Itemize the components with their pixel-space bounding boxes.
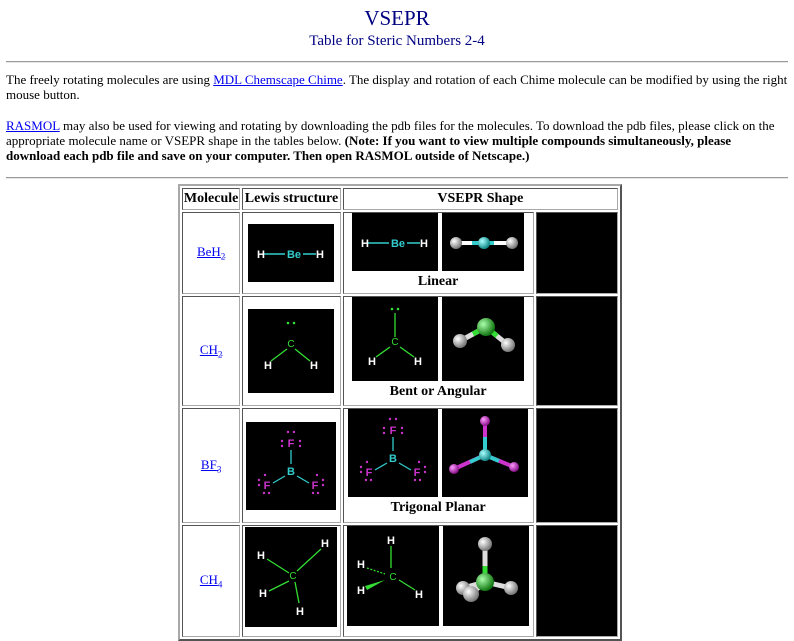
model-image-beh2 [442,213,524,271]
svg-text:H: H [321,538,330,550]
svg-text:H: H [357,559,366,571]
molecule-cell [182,296,240,406]
model-image-ch2 [442,297,524,381]
shape-link-bent[interactable]: Bent or Angular [389,384,487,399]
shape-lewis-image-bf3 [348,409,438,497]
shape-cell [343,408,534,523]
top-divider [6,61,788,63]
svg-text:H: H [257,249,266,261]
svg-text:H: H [420,238,429,250]
svg-text:H: H [257,550,266,562]
svg-text:F: F [365,467,373,479]
intro-paragraph-1 [0,72,794,102]
page-subtitle: Table for Steric Numbers 2-4 [309,33,485,49]
lewis-cell [242,408,340,523]
svg-text:F: F [389,425,397,437]
chime-link[interactable]: MDL Chemscape Chime [213,72,343,87]
svg-text:Be: Be [391,238,406,250]
molecule-cell [182,525,240,637]
svg-text:H: H [387,535,396,547]
svg-text:B: B [389,453,398,465]
molecule-link-beh2[interactable]: BeH$_2$ [196,244,226,262]
svg-text:C: C [287,339,296,350]
lewis-image-beh2 [248,224,334,282]
svg-text:F: F [264,479,271,492]
lewis-image-bf3 [246,422,336,510]
shape-cell [343,296,534,406]
shape-cell [343,525,534,637]
svg-text:H: H [296,606,305,618]
intro-p2-text: may also be used for viewing and rotating by downloading the pdb files for the molecules. To download the pdb files, please click on the appropriate molecule name or VSEPR shape in the tables below. [6,118,775,148]
table-row [182,212,618,294]
svg-text:H: H [414,356,423,368]
svg-text:B: B [287,465,296,478]
header-vsepr-shape: VSEPR Shape [343,188,618,210]
chime-viewer-cell[interactable] [536,408,618,523]
table-row [182,296,618,406]
molecule-cell [182,408,240,523]
intro-p1-after: . The display and rotation of each Chime molecule can be modified by using the right mouse button. [6,72,788,102]
lewis-cell [242,212,340,294]
bottom-divider [6,177,788,179]
header-lewis: Lewis structure [242,188,340,210]
svg-text:C: C [391,337,399,348]
intro-paragraph-2 [0,118,794,163]
header-molecule: Molecule [182,188,240,210]
page-title: VSEPR [364,6,430,30]
svg-text:H: H [264,360,273,372]
chime-viewer-cell[interactable] [536,525,618,637]
table-row [182,525,618,637]
shape-name[interactable] [344,500,533,516]
svg-text:C: C [289,571,298,582]
shape-lewis-image-ch2 [352,297,438,381]
svg-text:H: H [357,585,366,597]
molecule-link-bf3[interactable]: $BF_3$ [200,456,222,475]
rasmol-link[interactable]: RASMOL [6,118,60,133]
svg-text:F: F [413,467,421,479]
shape-link-trigonal-planar[interactable]: Trigonal Planar [390,500,486,515]
shape-name[interactable] [344,384,533,400]
shape-cell [343,212,534,294]
svg-text:H: H [415,589,424,601]
svg-text:F: F [312,479,319,492]
shape-lewis-image-beh2 [352,213,438,271]
svg-text:H: H [368,356,377,368]
molecule-cell [182,212,240,294]
lewis-cell [242,525,340,637]
svg-text:F: F [288,437,295,450]
lewis-image-ch4 [245,527,337,627]
lewis-cell [242,296,340,406]
table-row [182,408,618,523]
svg-text:H: H [259,588,268,600]
svg-text:C: C [389,572,397,583]
shape-link-linear[interactable]: Linear [417,274,459,289]
intro-p1-before: The freely rotating molecules are using [6,72,214,87]
svg-text:H: H [361,238,370,250]
chime-viewer-cell[interactable] [536,212,618,294]
model-image-ch4 [443,526,529,626]
svg-text:H: H [310,360,319,372]
shape-name[interactable] [344,274,533,290]
chime-viewer-cell[interactable] [536,296,618,406]
table-header-row [182,188,618,210]
model-image-bf3 [442,409,528,497]
molecule-link-ch2[interactable]: $CH_2$ [199,342,223,360]
shape-lewis-image-ch4 [347,526,439,626]
svg-text:H: H [316,249,325,261]
svg-text:Be: Be [287,249,302,261]
vsepr-table [178,184,622,641]
intro-note: (Note: If you want to view multiple compounds simultaneously, please download each pdb file and save on your computer. Then open RASMOL outside of Netscape.) [6,133,732,163]
lewis-image-ch2 [248,309,334,393]
molecule-link-ch4[interactable]: $CH_4$ [199,572,223,590]
